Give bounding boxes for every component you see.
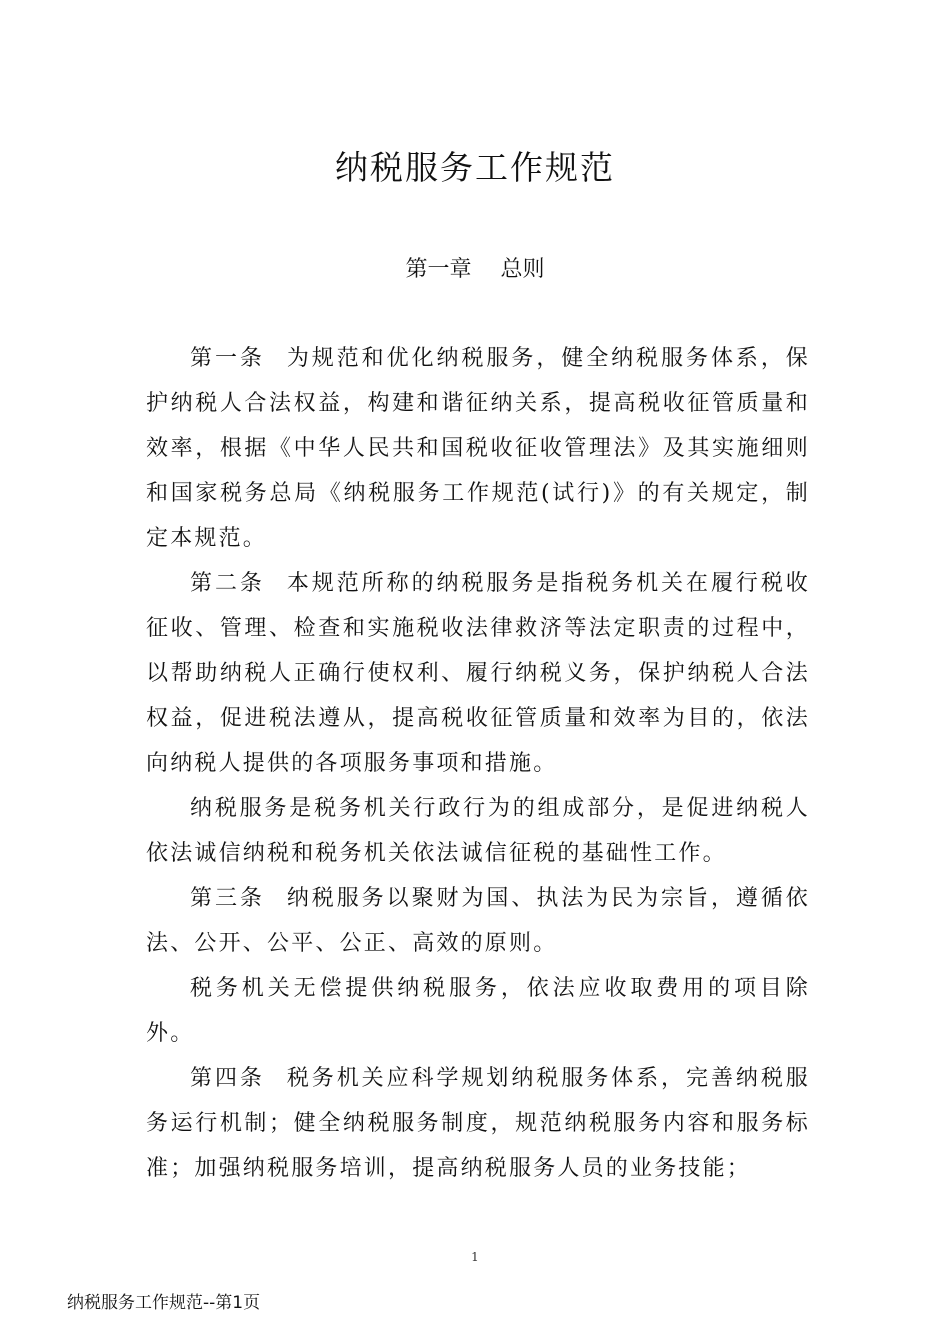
paragraph-article-2 (146, 561, 810, 786)
article-label: 第三条 (190, 886, 265, 911)
page-number: 1 (471, 1250, 479, 1264)
paragraph-article-3 (146, 876, 810, 966)
paragraph-article-1 (146, 336, 810, 561)
paragraph-article-3-continued (146, 966, 810, 1056)
article-label: 第一条 (190, 346, 265, 371)
document-title: 纳税服务工作规范 (335, 148, 615, 187)
paragraph-article-4 (146, 1056, 810, 1191)
article-label: 第二条 (190, 571, 265, 596)
footer-caption: 纳税服务工作规范--第1页 (67, 1293, 261, 1313)
paragraph-text: 税务机关无偿提供纳税服务，依法应收取费用的项目除外。 (146, 976, 810, 1046)
paragraph-text: 税务机关应科学规划纳税服务体系，完善纳税服务运行机制；健全纳税服务制度，规范纳税服务内容和服务标准；加强纳税服务培训，提高纳税服务人员的业务技能； (146, 1066, 810, 1181)
paragraph-text: 纳税服务是税务机关行政行为的组成部分，是促进纳税人依法诚信纳税和税务机关依法诚信征税的基础性工作。 (146, 796, 810, 866)
paragraph-text: 本规范所称的纳税服务是指税务机关在履行税收征收、管理、检查和实施税收法律救济等法定职责的过程中，以帮助纳税人正确行使权利、履行纳税义务，保护纳税人合法权益，促进税法遵从，提高税收征管质量和效率为目的，依法向纳税人提供的各项服务事项和措施。 (146, 571, 810, 776)
document-body (146, 336, 810, 1191)
chapter-title: 第一章 总则 (405, 257, 545, 282)
article-label: 第四条 (190, 1066, 265, 1091)
paragraph-text: 为规范和优化纳税服务，健全纳税服务体系，保护纳税人合法权益，构建和谐征纳关系，提高税收征管质量和效率，根据《中华人民共和国税收征收管理法》及其实施细则和国家税务总局《纳税服务工作规范(试行)》的有关规定，制定本规范。 (146, 346, 810, 551)
paragraph-text: 纳税服务以聚财为国、执法为民为宗旨，遵循依法、公开、公平、公正、高效的原则。 (146, 886, 810, 956)
paragraph-article-2-continued (146, 786, 810, 876)
